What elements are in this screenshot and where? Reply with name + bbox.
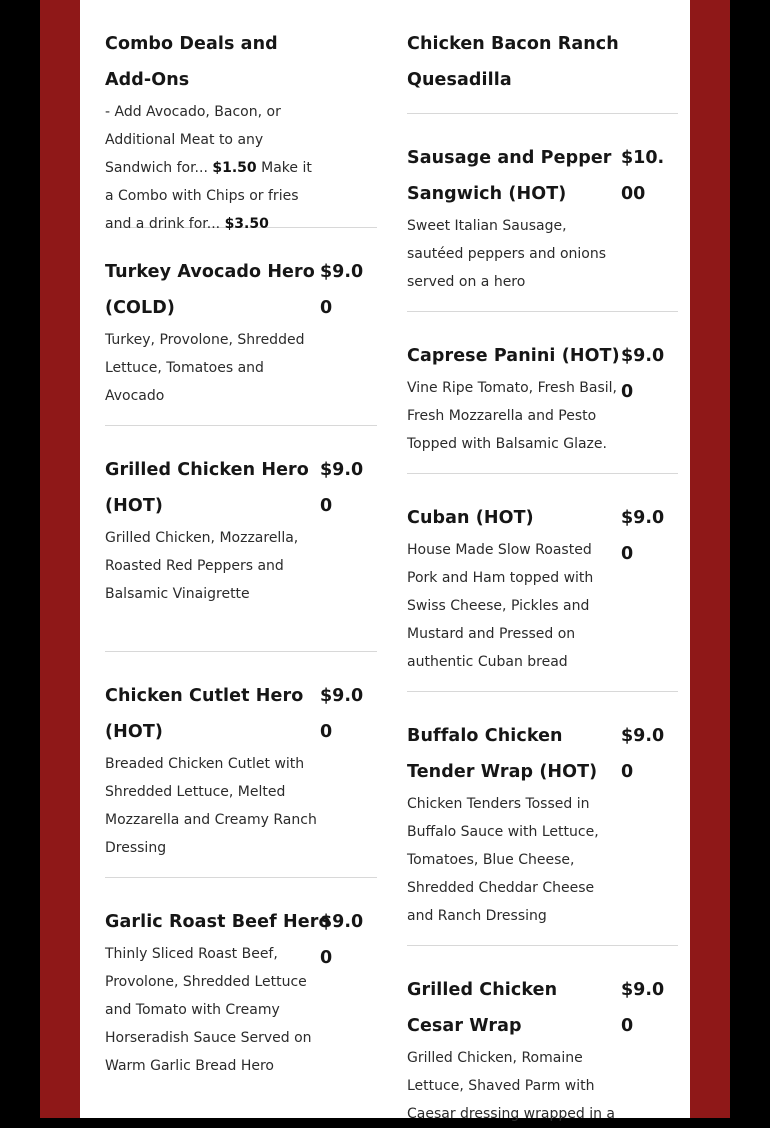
menu-item-sausage-and-pepper-sangwich xyxy=(407,114,678,312)
item-name: Sausage and Pepper Sangwich (HOT) xyxy=(407,148,612,204)
desc-text: Make it a Combo with Chips or fries and a drink for... xyxy=(105,160,312,232)
item-description: Grilled Chicken, Mozzarella, Roasted Red Peppers and Balsamic Vinaigrette xyxy=(105,530,299,602)
item-price: $9.00 xyxy=(320,262,364,318)
item-name: Grilled Chicken Hero (HOT) xyxy=(105,460,309,516)
menu-item-turkey-avocado-hero xyxy=(105,228,377,426)
item-name: Chicken Cutlet Hero (HOT) xyxy=(105,686,304,742)
item-name: Cuban (HOT) xyxy=(407,508,534,528)
menu-panel xyxy=(80,0,690,1122)
menu-item-cuban xyxy=(407,474,678,692)
item-description: Vine Ripe Tomato, Fresh Basil, Fresh Mozzarella and Pesto Topped with Balsamic Glaze. xyxy=(407,380,617,452)
item-price: $9.00 xyxy=(320,912,364,968)
item-price: $9.00 xyxy=(621,980,665,1036)
menu-item-caprese-panini xyxy=(407,312,678,474)
item-price: $9.00 xyxy=(621,726,665,782)
menu-item-combo-deals xyxy=(105,0,377,232)
combo-price: $3.50 xyxy=(224,216,269,232)
item-description xyxy=(105,98,320,238)
menu-item-garlic-roast-beef-hero xyxy=(105,878,377,1092)
item-price: $9.00 xyxy=(621,346,665,402)
item-description: Sweet Italian Sausage, sautéed peppers and onions served on a hero xyxy=(407,218,607,290)
item-description: Thinly Sliced Roast Beef, Provolone, Shredded Lettuce and Tomato with Creamy Horseradish Sauce Served on Warm Garlic Bread Hero xyxy=(105,946,312,1074)
menu-item-chicken-cutlet-hero xyxy=(105,652,377,878)
item-name: Grilled Chicken Cesar Wrap xyxy=(407,980,558,1036)
desc-text: - Add Avocado, Bacon, or Additional Meat to any Sandwich for... xyxy=(105,104,281,176)
item-price: $9.00 xyxy=(320,686,364,742)
item-name: Garlic Roast Beef Hero xyxy=(105,912,331,932)
addon-price: $1.50 xyxy=(212,160,257,176)
item-price: $9.00 xyxy=(320,460,364,516)
menu-column-right xyxy=(407,0,678,1122)
item-description: House Made Slow Roasted Pork and Ham topped with Swiss Cheese, Pickles and Mustard and Pressed on authentic Cuban bread xyxy=(407,542,594,670)
item-description: Chicken Tenders Tossed in Buffalo Sauce with Lettuce, Tomatoes, Blue Cheese, Shredded Cheddar Cheese and Ranch Dressing xyxy=(407,796,599,924)
item-description: Breaded Chicken Cutlet with Shredded Lettuce, Melted Mozzarella and Creamy Ranch Dressing xyxy=(105,756,317,856)
item-name: Chicken Bacon Ranch Quesadilla xyxy=(407,34,619,90)
item-price: $10.00 xyxy=(621,148,665,204)
menu-item-grilled-chicken-hero xyxy=(105,426,377,652)
item-name: Caprese Panini (HOT) xyxy=(407,346,620,366)
item-description: Grilled Chicken, Romaine Lettuce, Shaved Parm with Caesar dressing wrapped in a xyxy=(407,1050,615,1122)
item-name: Buffalo Chicken Tender Wrap (HOT) xyxy=(407,726,598,782)
item-description: Turkey, Provolone, Shredded Lettuce, Tomatoes and Avocado xyxy=(105,332,305,404)
menu-item-buffalo-chicken-tender-wrap xyxy=(407,692,678,946)
item-name: Combo Deals and Add-Ons xyxy=(105,34,278,90)
item-price: $9.00 xyxy=(621,508,665,564)
menu-column-left xyxy=(105,0,377,1092)
item-name: Turkey Avocado Hero (COLD) xyxy=(105,262,315,318)
menu-item-chicken-bacon-ranch-quesadilla xyxy=(407,0,678,114)
menu-item-grilled-chicken-cesar-wrap xyxy=(407,946,678,1122)
